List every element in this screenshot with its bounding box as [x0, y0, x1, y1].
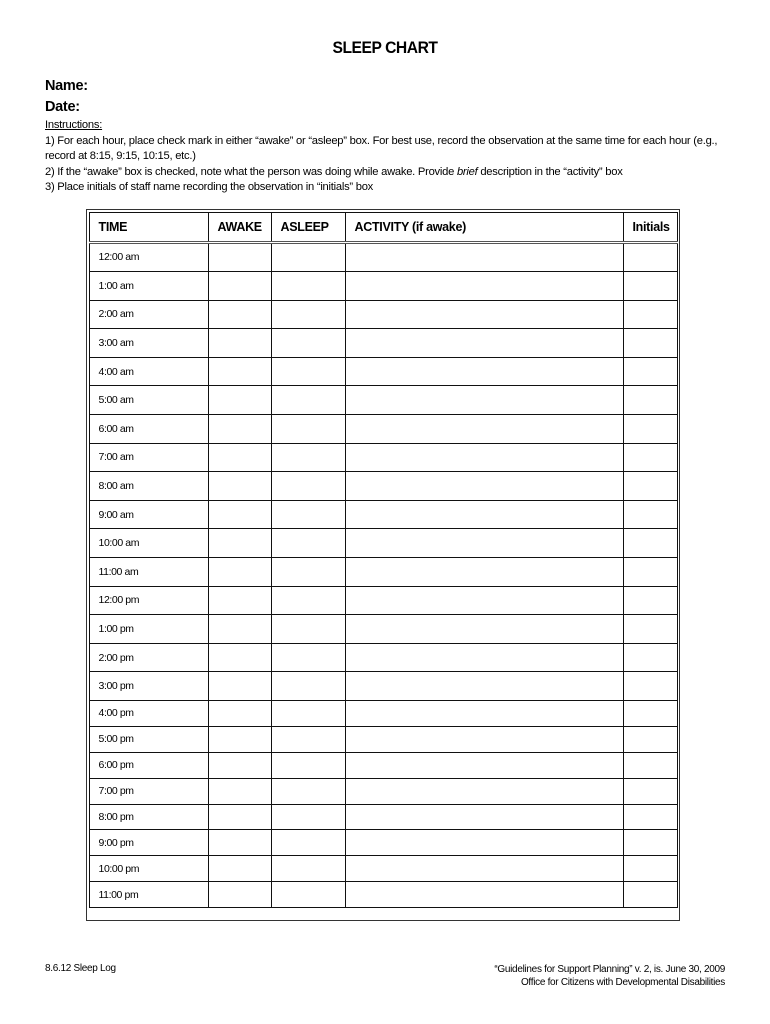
time-cell: 8:00 am — [89, 472, 208, 501]
activity-cell[interactable] — [345, 643, 623, 672]
activity-cell[interactable] — [345, 329, 623, 358]
activity-cell[interactable] — [345, 778, 623, 804]
header-activity: ACTIVITY (if awake) — [345, 212, 623, 242]
activity-cell[interactable] — [345, 672, 623, 701]
awake-cell[interactable] — [208, 386, 271, 415]
asleep-cell[interactable] — [271, 726, 345, 752]
table-row — [89, 443, 677, 472]
initials-cell[interactable] — [623, 558, 677, 587]
table-row — [89, 804, 677, 830]
table-row — [89, 752, 677, 778]
awake-cell[interactable] — [208, 830, 271, 856]
asleep-cell[interactable] — [271, 500, 345, 529]
awake-cell[interactable] — [208, 726, 271, 752]
initials-cell[interactable] — [623, 778, 677, 804]
time-cell: 1:00 pm — [89, 615, 208, 644]
time-cell: 2:00 pm — [89, 643, 208, 672]
time-cell: 10:00 am — [89, 529, 208, 558]
time-cell: 10:00 pm — [89, 856, 208, 882]
activity-cell[interactable] — [345, 472, 623, 501]
instructions-heading: Instructions: — [45, 119, 103, 131]
time-cell: 4:00 am — [89, 357, 208, 386]
table-row — [89, 701, 677, 727]
sleep-chart-table — [89, 212, 678, 909]
activity-cell[interactable] — [345, 529, 623, 558]
awake-cell[interactable] — [208, 672, 271, 701]
time-cell: 3:00 pm — [89, 672, 208, 701]
initials-cell[interactable] — [623, 726, 677, 752]
table-row — [89, 500, 677, 529]
awake-cell[interactable] — [208, 272, 271, 301]
instruction-2 — [45, 165, 735, 181]
awake-cell[interactable] — [208, 472, 271, 501]
awake-cell[interactable] — [208, 643, 271, 672]
activity-cell[interactable] — [345, 856, 623, 882]
asleep-cell[interactable] — [271, 558, 345, 587]
activity-cell[interactable] — [345, 357, 623, 386]
time-cell: 12:00 am — [89, 242, 208, 272]
initials-cell[interactable] — [623, 329, 677, 358]
awake-cell[interactable] — [208, 242, 271, 272]
instruction-3: 3) Place initials of staff name recording the observation in “initials” box — [45, 181, 374, 194]
table-row — [89, 586, 677, 615]
awake-cell[interactable] — [208, 500, 271, 529]
date-field-label: Date: — [45, 99, 80, 115]
time-cell: 9:00 am — [89, 500, 208, 529]
table-row — [89, 856, 677, 882]
initials-cell[interactable] — [623, 472, 677, 501]
initials-cell[interactable] — [623, 586, 677, 615]
asleep-cell[interactable] — [271, 300, 345, 329]
instruction-1-line-1: 1) For each hour, place check mark in either “awake” or “asleep” box. For best use, record the observation at the same time for each hour (e.g., — [45, 134, 718, 147]
page-title: SLEEP CHART — [332, 38, 438, 57]
asleep-cell[interactable] — [271, 643, 345, 672]
initials-cell[interactable] — [623, 882, 677, 908]
time-cell: 2:00 am — [89, 300, 208, 329]
activity-cell[interactable] — [345, 558, 623, 587]
time-cell: 12:00 pm — [89, 586, 208, 615]
awake-cell[interactable] — [208, 586, 271, 615]
asleep-cell[interactable] — [271, 529, 345, 558]
initials-cell[interactable] — [623, 856, 677, 882]
asleep-cell[interactable] — [271, 415, 345, 444]
time-cell: 7:00 am — [89, 443, 208, 472]
time-cell: 11:00 pm — [89, 882, 208, 908]
table-row — [89, 830, 677, 856]
activity-cell[interactable] — [345, 272, 623, 301]
asleep-cell[interactable] — [271, 272, 345, 301]
initials-cell[interactable] — [623, 752, 677, 778]
instruction-2-text-before: 2) If the “awake” box is checked, note what the person was doing while awake. Provide — [45, 165, 457, 178]
initials-cell[interactable] — [623, 830, 677, 856]
table-body — [89, 242, 677, 908]
asleep-cell[interactable] — [271, 882, 345, 908]
awake-cell[interactable] — [208, 300, 271, 329]
table-row — [89, 643, 677, 672]
asleep-cell[interactable] — [271, 386, 345, 415]
asleep-cell[interactable] — [271, 615, 345, 644]
table-row — [89, 329, 677, 358]
instruction-2-text-after: description in the “activity” box — [477, 165, 623, 178]
table-row — [89, 529, 677, 558]
activity-cell[interactable] — [345, 443, 623, 472]
table-row — [89, 672, 677, 701]
initials-cell[interactable] — [623, 643, 677, 672]
activity-cell[interactable] — [345, 586, 623, 615]
asleep-cell[interactable] — [271, 443, 345, 472]
time-cell: 5:00 am — [89, 386, 208, 415]
sleep-chart-table-frame — [86, 209, 680, 921]
table-row — [89, 558, 677, 587]
initials-cell[interactable] — [623, 415, 677, 444]
initials-cell[interactable] — [623, 672, 677, 701]
activity-cell[interactable] — [345, 726, 623, 752]
time-cell: 8:00 pm — [89, 804, 208, 830]
footer-citation-line-2: Office for Citizens with Developmental Disabilities — [520, 977, 725, 988]
activity-cell[interactable] — [345, 804, 623, 830]
table-row — [89, 882, 677, 908]
time-cell: 1:00 am — [89, 272, 208, 301]
activity-cell[interactable] — [345, 415, 623, 444]
awake-cell[interactable] — [208, 415, 271, 444]
initials-cell[interactable] — [623, 615, 677, 644]
table-row — [89, 386, 677, 415]
activity-cell[interactable] — [345, 386, 623, 415]
instruction-1-line-2: record at 8:15, 9:15, 10:15, etc.) — [45, 150, 196, 163]
table-row — [89, 615, 677, 644]
table-row — [89, 415, 677, 444]
activity-cell[interactable] — [345, 500, 623, 529]
awake-cell[interactable] — [208, 357, 271, 386]
awake-cell[interactable] — [208, 778, 271, 804]
time-cell: 9:00 pm — [89, 830, 208, 856]
time-cell: 6:00 pm — [89, 752, 208, 778]
awake-cell[interactable] — [208, 529, 271, 558]
activity-cell[interactable] — [345, 882, 623, 908]
asleep-cell[interactable] — [271, 778, 345, 804]
activity-cell[interactable] — [345, 615, 623, 644]
initials-cell[interactable] — [623, 300, 677, 329]
time-cell: 5:00 pm — [89, 726, 208, 752]
activity-cell[interactable] — [345, 300, 623, 329]
initials-cell[interactable] — [623, 357, 677, 386]
asleep-cell[interactable] — [271, 586, 345, 615]
time-cell: 4:00 pm — [89, 701, 208, 727]
footer-form-id: 8.6.12 Sleep Log — [45, 963, 116, 974]
awake-cell[interactable] — [208, 558, 271, 587]
time-cell: 6:00 am — [89, 415, 208, 444]
table-row — [89, 242, 677, 272]
initials-cell[interactable] — [623, 500, 677, 529]
asleep-cell[interactable] — [271, 357, 345, 386]
awake-cell[interactable] — [208, 856, 271, 882]
initials-cell[interactable] — [623, 242, 677, 272]
asleep-cell[interactable] — [271, 701, 345, 727]
time-cell: 11:00 am — [89, 558, 208, 587]
header-initials: Initials — [623, 212, 677, 242]
activity-cell[interactable] — [345, 830, 623, 856]
asleep-cell[interactable] — [271, 472, 345, 501]
footer-citation-line-1: “Guidelines for Support Planning” v. 2, is. June 30, 2009 — [494, 964, 725, 975]
header-awake: AWAKE — [208, 212, 271, 242]
table-header-row — [89, 212, 677, 242]
initials-cell[interactable] — [623, 386, 677, 415]
awake-cell[interactable] — [208, 443, 271, 472]
time-cell: 7:00 pm — [89, 778, 208, 804]
asleep-cell[interactable] — [271, 830, 345, 856]
awake-cell[interactable] — [208, 615, 271, 644]
table-row — [89, 357, 677, 386]
activity-cell[interactable] — [345, 242, 623, 272]
header-asleep: ASLEEP — [271, 212, 345, 242]
table-row — [89, 778, 677, 804]
asleep-cell[interactable] — [271, 752, 345, 778]
awake-cell[interactable] — [208, 882, 271, 908]
table-row — [89, 472, 677, 501]
awake-cell[interactable] — [208, 701, 271, 727]
table-row — [89, 300, 677, 329]
instructions-block — [45, 118, 735, 196]
footer-citation — [494, 963, 725, 989]
awake-cell[interactable] — [208, 804, 271, 830]
awake-cell[interactable] — [208, 329, 271, 358]
initials-cell[interactable] — [623, 443, 677, 472]
initials-cell[interactable] — [623, 804, 677, 830]
awake-cell[interactable] — [208, 752, 271, 778]
activity-cell[interactable] — [345, 701, 623, 727]
time-cell: 3:00 am — [89, 329, 208, 358]
initials-cell[interactable] — [623, 272, 677, 301]
table-row — [89, 272, 677, 301]
instruction-2-emphasis: brief — [456, 165, 478, 178]
asleep-cell[interactable] — [271, 856, 345, 882]
asleep-cell[interactable] — [271, 804, 345, 830]
asleep-cell[interactable] — [271, 672, 345, 701]
asleep-cell[interactable] — [271, 242, 345, 272]
asleep-cell[interactable] — [271, 329, 345, 358]
table-row — [89, 726, 677, 752]
initials-cell[interactable] — [623, 529, 677, 558]
header-time: TIME — [89, 212, 208, 242]
name-field-label: Name: — [45, 78, 88, 94]
initials-cell[interactable] — [623, 701, 677, 727]
activity-cell[interactable] — [345, 752, 623, 778]
